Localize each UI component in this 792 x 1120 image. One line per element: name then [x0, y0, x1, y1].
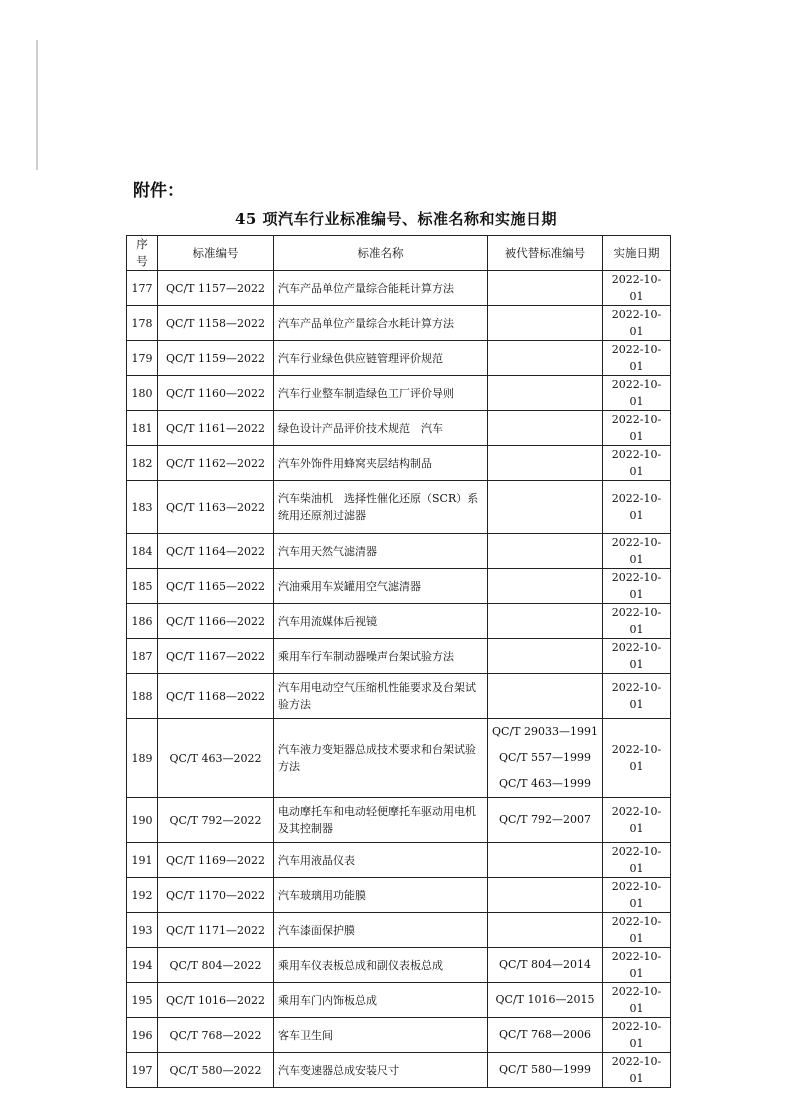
row-number: 195: [127, 983, 158, 1018]
standard-code: QC/T 804—2022: [158, 948, 274, 983]
replaced-standards: [488, 798, 603, 843]
replaced-standards: [488, 913, 603, 948]
implementation-date: 2022-10-01: [603, 271, 671, 306]
standard-code: QC/T 1157—2022: [158, 271, 274, 306]
table-row: [127, 843, 671, 878]
standard-name: 客车卫生间: [274, 1018, 488, 1053]
standard-name: 汽车行业整车制造绿色工厂评价导则: [274, 376, 488, 411]
replaced-standards: [488, 878, 603, 913]
standard-name: 汽车产品单位产量综合能耗计算方法: [274, 271, 488, 306]
implementation-date: 2022-10-01: [603, 798, 671, 843]
replaced-code: QC/T 29033—1991: [492, 725, 598, 738]
replaced-code: QC/T 792—2007: [499, 813, 591, 826]
table-row: [127, 983, 671, 1018]
row-number: 193: [127, 913, 158, 948]
standard-code: QC/T 1169—2022: [158, 843, 274, 878]
standard-name: 汽车产品单位产量综合水耗计算方法: [274, 306, 488, 341]
row-number: 188: [127, 674, 158, 719]
table-row: [127, 948, 671, 983]
table-body: [127, 271, 671, 1088]
implementation-date: 2022-10-01: [603, 376, 671, 411]
standard-name: 汽车用电动空气压缩机性能要求及台架试验方法: [274, 674, 488, 719]
replaced-standards: [488, 306, 603, 341]
standard-code: QC/T 1162—2022: [158, 446, 274, 481]
table-row: [127, 639, 671, 674]
table-row: [127, 604, 671, 639]
row-number: 181: [127, 411, 158, 446]
standard-name: 汽油乘用车炭罐用空气滤清器: [274, 569, 488, 604]
replaced-standards: [488, 948, 603, 983]
standard-name: 汽车外饰件用蜂窝夹层结构制品: [274, 446, 488, 481]
standard-code: QC/T 1168—2022: [158, 674, 274, 719]
replaced-standards: [488, 341, 603, 376]
implementation-date: 2022-10-01: [603, 446, 671, 481]
implementation-date: 2022-10-01: [603, 306, 671, 341]
header-code: 标准编号: [158, 236, 274, 271]
implementation-date: 2022-10-01: [603, 913, 671, 948]
implementation-date: 2022-10-01: [603, 604, 671, 639]
table-row: [127, 674, 671, 719]
standard-name: 乘用车仪表板总成和副仪表板总成: [274, 948, 488, 983]
table-row: [127, 481, 671, 534]
standard-code: QC/T 1166—2022: [158, 604, 274, 639]
implementation-date: 2022-10-01: [603, 719, 671, 798]
row-number: 197: [127, 1053, 158, 1088]
table-row: [127, 376, 671, 411]
standard-code: QC/T 1163—2022: [158, 481, 274, 534]
header-date: 实施日期: [603, 236, 671, 271]
standard-code: QC/T 1161—2022: [158, 411, 274, 446]
table-row: [127, 446, 671, 481]
row-number: 190: [127, 798, 158, 843]
row-number: 178: [127, 306, 158, 341]
replaced-standards: [488, 719, 603, 798]
standard-name: 汽车变速器总成安装尺寸: [274, 1053, 488, 1088]
replaced-standards: [488, 843, 603, 878]
replaced-code: QC/T 463—1999: [499, 777, 591, 790]
row-number: 177: [127, 271, 158, 306]
standard-name: 汽车柴油机 选择性催化还原（SCR）系统用还原剂过滤器: [274, 481, 488, 534]
replaced-code: QC/T 580—1999: [499, 1063, 591, 1076]
implementation-date: 2022-10-01: [603, 878, 671, 913]
replaced-standards: [488, 1018, 603, 1053]
replaced-standards: [488, 376, 603, 411]
standard-name: 汽车漆面保护膜: [274, 913, 488, 948]
row-number: 179: [127, 341, 158, 376]
scan-edge-line: [36, 40, 38, 170]
implementation-date: 2022-10-01: [603, 569, 671, 604]
implementation-date: 2022-10-01: [603, 843, 671, 878]
row-number: 192: [127, 878, 158, 913]
implementation-date: 2022-10-01: [603, 674, 671, 719]
standard-code: QC/T 1016—2022: [158, 983, 274, 1018]
implementation-date: 2022-10-01: [603, 639, 671, 674]
row-number: 191: [127, 843, 158, 878]
implementation-date: 2022-10-01: [603, 948, 671, 983]
standard-code: QC/T 1167—2022: [158, 639, 274, 674]
row-number: 183: [127, 481, 158, 534]
standard-code: QC/T 768—2022: [158, 1018, 274, 1053]
standard-code: QC/T 1158—2022: [158, 306, 274, 341]
standard-name: 汽车液力变矩器总成技术要求和台架试验方法: [274, 719, 488, 798]
table-row: [127, 878, 671, 913]
replaced-standards: [488, 1053, 603, 1088]
standard-code: QC/T 1164—2022: [158, 534, 274, 569]
table-row: [127, 1053, 671, 1088]
standard-code: QC/T 792—2022: [158, 798, 274, 843]
replaced-code: QC/T 804—2014: [499, 958, 591, 971]
table-row: [127, 534, 671, 569]
standard-name: 汽车用液晶仪表: [274, 843, 488, 878]
row-number: 186: [127, 604, 158, 639]
replaced-standards: [488, 674, 603, 719]
table-row: [127, 798, 671, 843]
implementation-date: 2022-10-01: [603, 411, 671, 446]
replaced-standards: [488, 983, 603, 1018]
implementation-date: 2022-10-01: [603, 1018, 671, 1053]
header-name: 标准名称: [274, 236, 488, 271]
standard-code: QC/T 463—2022: [158, 719, 274, 798]
standard-name: 电动摩托车和电动轻便摩托车驱动用电机及其控制器: [274, 798, 488, 843]
table-row: [127, 341, 671, 376]
standard-code: QC/T 1171—2022: [158, 913, 274, 948]
header-no: 序号: [127, 236, 158, 271]
implementation-date: 2022-10-01: [603, 481, 671, 534]
implementation-date: 2022-10-01: [603, 1053, 671, 1088]
replaced-standards: [488, 411, 603, 446]
table-row: [127, 719, 671, 798]
standard-code: QC/T 1170—2022: [158, 878, 274, 913]
standard-name: 绿色设计产品评价技术规范 汽车: [274, 411, 488, 446]
replaced-standards: [488, 569, 603, 604]
row-number: 180: [127, 376, 158, 411]
table-row: [127, 271, 671, 306]
standard-code: QC/T 1160—2022: [158, 376, 274, 411]
row-number: 189: [127, 719, 158, 798]
standard-name: 乘用车行车制动器噪声台架试验方法: [274, 639, 488, 674]
table-row: [127, 569, 671, 604]
table-row: [127, 411, 671, 446]
table-row: [127, 913, 671, 948]
replaced-standards: [488, 481, 603, 534]
standard-code: QC/T 1159—2022: [158, 341, 274, 376]
table-header-row: [127, 236, 671, 271]
implementation-date: 2022-10-01: [603, 341, 671, 376]
standard-code: QC/T 1165—2022: [158, 569, 274, 604]
document-title: 45 项汽车行业标准编号、标准名称和实施日期: [234, 210, 558, 228]
replaced-code: QC/T 768—2006: [499, 1028, 591, 1041]
row-number: 185: [127, 569, 158, 604]
header-replaced: 被代替标准编号: [488, 236, 603, 271]
standard-name: 乘用车门内饰板总成: [274, 983, 488, 1018]
row-number: 194: [127, 948, 158, 983]
table-row: [127, 306, 671, 341]
replaced-standards: [488, 639, 603, 674]
standard-name: 汽车玻璃用功能膜: [274, 878, 488, 913]
standards-table: [126, 235, 671, 1088]
row-number: 196: [127, 1018, 158, 1053]
standard-name: 汽车用天然气滤清器: [274, 534, 488, 569]
standard-name: 汽车行业绿色供应链管理评价规范: [274, 341, 488, 376]
implementation-date: 2022-10-01: [603, 983, 671, 1018]
implementation-date: 2022-10-01: [603, 534, 671, 569]
replaced-standards: [488, 604, 603, 639]
table-row: [127, 1018, 671, 1053]
replaced-standards: [488, 271, 603, 306]
row-number: 184: [127, 534, 158, 569]
standard-code: QC/T 580—2022: [158, 1053, 274, 1088]
standard-name: 汽车用流媒体后视镜: [274, 604, 488, 639]
replaced-code: QC/T 557—1999: [499, 751, 591, 764]
attachment-heading: 附件：: [133, 181, 184, 201]
replaced-standards: [488, 446, 603, 481]
row-number: 187: [127, 639, 158, 674]
replaced-code: QC/T 1016—2015: [495, 993, 595, 1006]
replaced-standards: [488, 534, 603, 569]
row-number: 182: [127, 446, 158, 481]
